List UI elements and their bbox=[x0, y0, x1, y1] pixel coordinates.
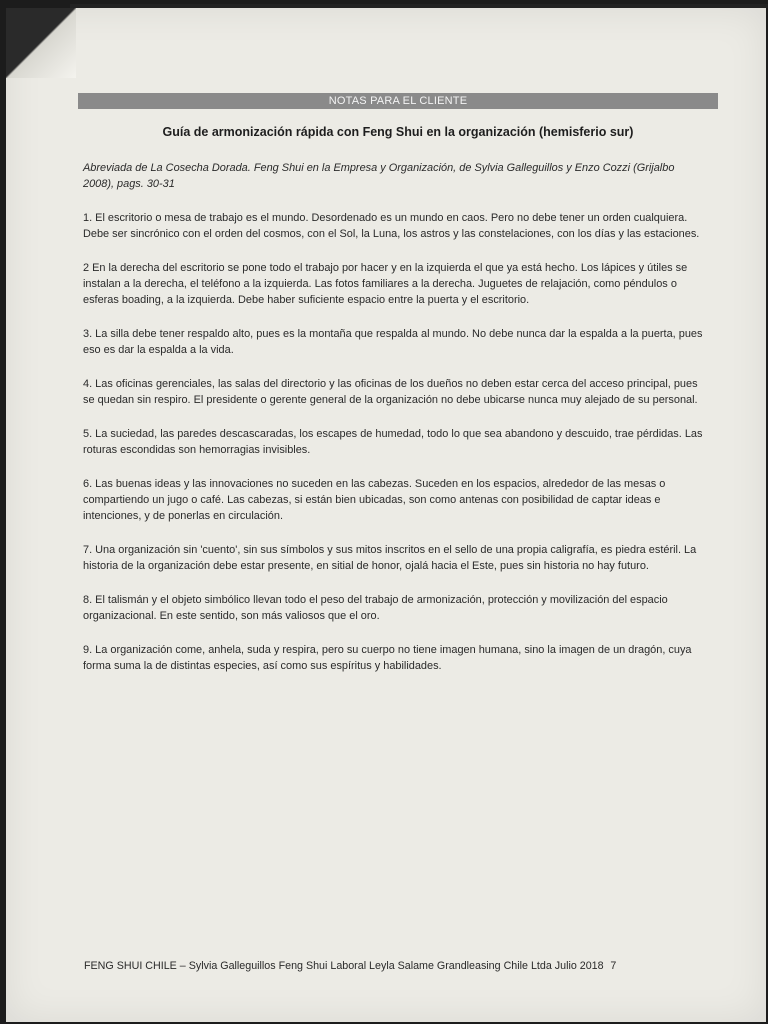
paragraph-7: 7. Una organización sin 'cuento', sin sus símbolos y sus mitos inscritos en el sello de una propia caligrafía, es piedra estéril. La historia de la organización debe estar presente, en sitial de honor, ojalá hacia el Este, pues sin historia no hay futuro. bbox=[83, 544, 697, 572]
paragraph-1: 1. El escritorio o mesa de trabajo es el mundo. Desordenado es un mundo en caos. Pero no debe tener un orden cualquiera. Debe ser sincrónico con el orden del cosmos, con el Sol, la Luna, los astros y las constelaciones, con los días y las estaciones. bbox=[83, 212, 700, 240]
folded-corner bbox=[6, 8, 76, 78]
paragraph-6: 6. Las buenas ideas y las innovaciones no suceden en las cabezas. Suceden en los espacios, alrededor de las mesas o compartiendo un jugo o café. Las cabezas, si están bien ubicadas, son como antenas con posibilidad de captar ideas e intenciones, y de ponerlas en circulación. bbox=[83, 478, 666, 522]
paragraph-9: 9. La organización come, anhela, suda y respira, pero su cuerpo no tiene imagen humana, sino la imagen de un dragón, cuya forma suma la de distintas especies, así como sus espíritus y habilidades. bbox=[83, 644, 692, 672]
source-citation: Abreviada de La Cosecha Dorada. Feng Shui en la Empresa y Organización, de Sylvia Galleguillos y Enzo Cozzi (Grijalbo 2008), pags. 30-31 bbox=[83, 162, 675, 190]
notes-banner: NOTAS PARA EL CLIENTE bbox=[78, 93, 718, 109]
paragraph-3: 3. La silla debe tener respaldo alto, pues es la montaña que respalda al mundo. No debe nunca dar la espalda a la puerta, pues eso es dar la espalda a la vida. bbox=[83, 328, 703, 356]
footer-text: FENG SHUI CHILE – Sylvia Galleguillos Feng Shui Laboral Leyla Salame Grandleasing Chile Ltda Julio 2018 bbox=[84, 960, 604, 972]
paragraph-2: 2 En la derecha del escritorio se pone todo el trabajo por hacer y en la izquierda el que ya está hecho. Los lápices y útiles se instalan a la derecha, el teléfono a la izquierda. Las fotos familiares a la derecha. Juguetes de relajación, como péndulos o esferas boading, a la izquierda. Debe haber suficiente espacio entre la puerta y el escritorio. bbox=[83, 262, 688, 306]
paragraph-4: 4. Las oficinas gerenciales, las salas del directorio y las oficinas de los dueños no deben estar cerca del acceso principal, pues se quedan sin respiro. El presidente o gerente general de la organización no debe ubicarse nunca muy alejado de su personal. bbox=[83, 378, 698, 406]
scan-top-edge bbox=[70, 4, 768, 8]
document-body bbox=[83, 160, 703, 692]
page-number: 7 bbox=[610, 960, 617, 972]
document-title: Guía de armonización rápida con Feng Shui en la organización (hemisferio sur) bbox=[162, 125, 634, 139]
paragraph-8: 8. El talismán y el objeto simbólico llevan todo el peso del trabajo de armonización, protección y movilización del espacio organizacional. En este sentido, son más valiosos que el oro. bbox=[83, 594, 668, 622]
page-footer bbox=[84, 960, 617, 972]
paragraph-5: 5. La suciedad, las paredes descascaradas, los escapes de humedad, todo lo que sea abandono y descuido, trae pérdidas. Las roturas escondidas son hemorragias invisibles. bbox=[83, 428, 703, 456]
